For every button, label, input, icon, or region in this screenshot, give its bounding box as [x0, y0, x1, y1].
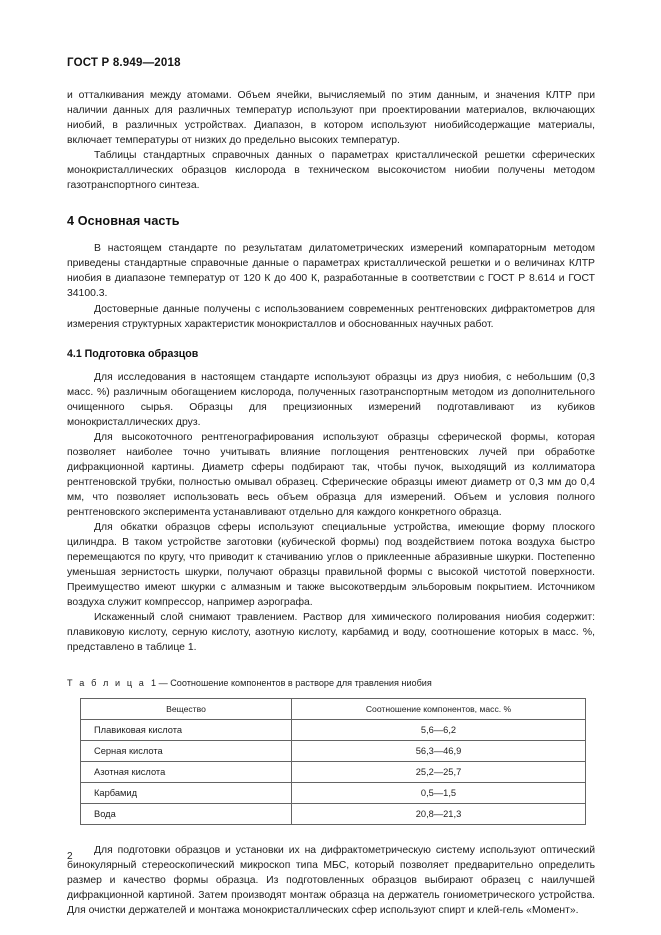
table-row	[81, 719, 586, 740]
section-heading-4: 4 Основная часть	[67, 214, 180, 229]
table-row	[81, 740, 586, 761]
spacer	[67, 825, 595, 843]
table-row	[81, 761, 586, 782]
cell-ratio: 25,2—25,7	[292, 761, 586, 782]
cell-ratio: 5,6—6,2	[292, 719, 586, 740]
spacer	[67, 656, 595, 678]
paragraph-section4-1: В настоящем стандарте по результатам дилатометрических измерений компараторным методом приведены стандартные справочные данные о параметрах кристаллической решетки и о величинах КЛТР ниобия в диапазоне температур от 120 К до 400 К, разработанные в соответствии с ГОСТ Р 8.614 и ГОСТ 34100.3.	[67, 243, 595, 300]
paragraph-section41-1: Для исследования в настоящем стандарте используют образцы из друз ниобия, с небольшим (0,3 масс. %) различным обогащением кислорода, полученных газотранспортным методом из дополнительного очищенного сырья. Образцы для прецизионных измерений подготавливают из кубиков монокристаллических друз.	[67, 371, 595, 428]
paragraph-section41-3: Для обкатки образцов сферы используют специальные устройства, имеющие форму плоского цилиндра. В таком устройстве заготовки (кубической формы) под воздействием потока воздуха быстро перемещаются по кругу, что приводит к стачиванию углов о приклеенные абразивные шкурки. Постепенно уменьшая зернистость шкурки, получают образцы правильной формы с высокой чистотой поверхности. Преимущество имеют шкурки с алмазным и также высокотвердым эльборовым покрытием. Источником воздуха служит компрессор, например аэрографа.	[67, 522, 595, 609]
cell-ratio: 56,3—46,9	[292, 740, 586, 761]
table1-caption-number: 1	[151, 677, 157, 688]
table-row	[81, 803, 586, 824]
table-components-ratio	[80, 698, 586, 825]
page-number: 2	[67, 851, 73, 862]
paragraph-intro-tables: Таблицы стандартных справочных данных о параметрах кристаллической решетки сферических монокристаллических образцов кислорода в техническом высокочистом ниобии получены методом газотранспортного синтеза.	[67, 150, 595, 192]
paragraph-section41-4: Искаженный слой снимают травлением. Раствор для химического полирования ниобия содержит: плавиковую кислоту, серную кислоту, азотную кислоту, карбамид и воду, соотношение которых в масс. %, представлено в таблице 1.	[67, 612, 595, 654]
spacer	[67, 360, 595, 370]
table1-caption	[67, 678, 595, 688]
running-header-standard-code: ГОСТ Р 8.949—2018	[67, 57, 181, 69]
spacer	[67, 193, 595, 214]
table-header-substance: Вещество	[81, 698, 292, 719]
spacer	[67, 228, 595, 241]
cell-substance: Азотная кислота	[81, 761, 292, 782]
spacer	[67, 332, 595, 348]
paragraph-section4-2: Достоверные данные получены с использованием современных рентгеновских дифрактометров для измерения структурных характеристик монокристаллов и обоснованных научных работ.	[67, 303, 595, 330]
paragraph-intro-continued: и отталкивания между атомами. Объем ячейки, вычисляемый по этим данным, и значения КЛТР при наличии данных для различных температур используют при проектировании материалов, включающих ниобий, в различных устройствах. Диапазон, в котором используют ниобийсодержащие материалы, включает температуры от низких до предельно высоких температур.	[67, 90, 595, 147]
paragraph-section41-5: Для подготовки образцов и установки их на дифрактометрическую систему используют оптический бинокулярный стереоскопический микроскоп типа МБС, который позволяет предварительно определить размер и качество формы образца. Из подготовленных образцов выбирают образец с наилучшей дифракционной картиной. Затем производят монтаж образца на держатель гониометрического устройства. Для очистки держателей и монтажа монокристаллических сфер используют спирт и клей-гель «Момент».	[67, 844, 595, 916]
table-row	[81, 782, 586, 803]
page-content	[67, 88, 595, 918]
cell-substance: Карбамид	[81, 782, 292, 803]
table-header-row	[81, 698, 586, 719]
cell-substance: Серная кислота	[81, 740, 292, 761]
table1-caption-label: Т а б л и ц а	[67, 677, 146, 688]
cell-substance: Вода	[81, 803, 292, 824]
cell-substance: Плавиковая кислота	[81, 719, 292, 740]
section-heading-4-1: 4.1 Подготовка образцов	[67, 347, 199, 360]
table1-caption-text: — Соотношение компонентов в растворе для травления ниобия	[158, 677, 432, 688]
table-header-ratio: Соотношение компонентов, масс. %	[292, 698, 586, 719]
spacer	[67, 688, 595, 698]
paragraph-section41-2: Для высокоточного рентгенографирования используют образцы сферической формы, которая позволяет наиболее точно учитывать влияние поглощения рентгеновских лучей при обработке дифракционной картины. Диаметр сферы подбирают так, чтобы пучок, выходящий из коллиматора рентгеновской трубки, полностью омывал образец. Сферические образцы имеют диаметр от 0,3 мм до 0,4 мм, что позволяет использовать весь объем образца для измерений. Объем и условия полного рентгеновского эксперимента устанавливают отдельно для каждого конкретного образца.	[67, 431, 595, 519]
cell-ratio: 20,8—21,3	[292, 803, 586, 824]
cell-ratio: 0,5—1,5	[292, 782, 586, 803]
